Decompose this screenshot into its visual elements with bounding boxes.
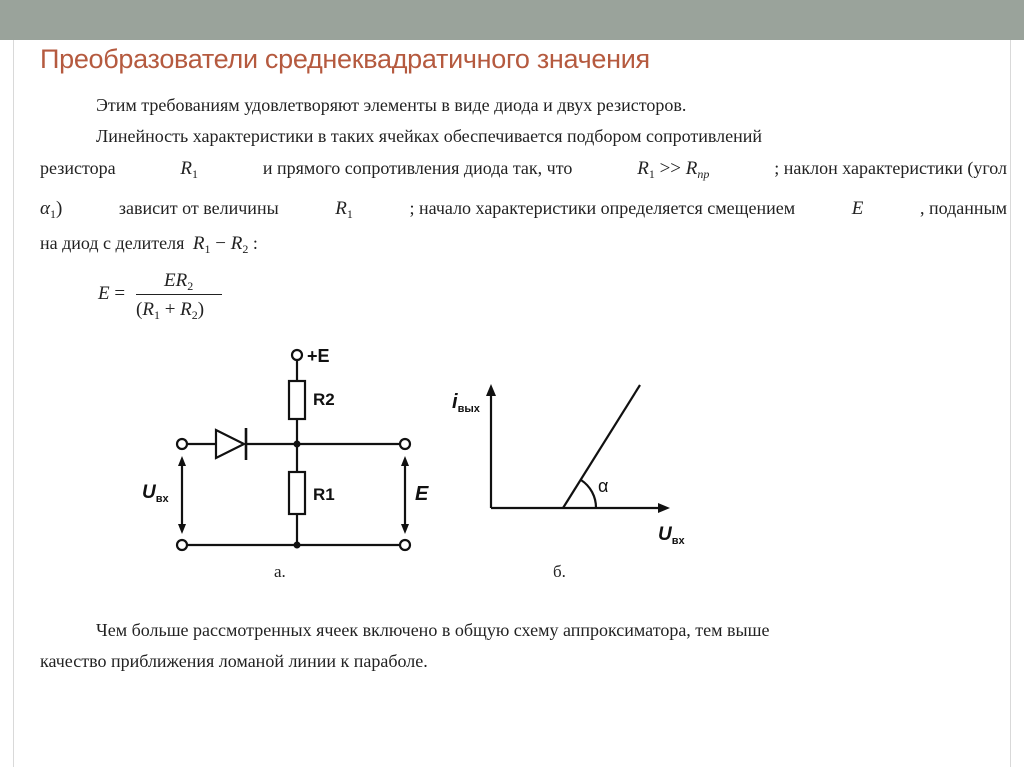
p2-l3-a: зависит от величины [118, 198, 279, 218]
p2-l4-a: на диод с делителя [40, 233, 185, 253]
arrow-head-e-down [401, 524, 409, 534]
p2-l3-b: ; начало характеристики определяется смещением [409, 198, 796, 218]
formula-lhs: E = [98, 283, 126, 304]
paragraph-3-line-2: качество приближения ломаной линии к параболе. [40, 651, 428, 671]
label-u-in-axis: $U_{вх}$ [658, 524, 685, 547]
paragraph-3-line-1: Чем больше рассмотренных ячеек включено в общую схему аппроксиматора, тем выше [96, 620, 770, 640]
r1-symbol: $R_1$ [180, 158, 199, 181]
e-symbol: E [851, 198, 864, 219]
arrow-head-e-up [401, 456, 409, 466]
paragraph-1: Этим требованиям удовлетворяют элементы в виде диода и двух резисторов. [96, 95, 687, 115]
p2-l1-text: Линейность характеристики в таких ячейках обеспечивается подбором сопротивлений [96, 126, 763, 146]
paragraph-2-line-3 [40, 198, 1007, 222]
terminal-input-bottom [177, 540, 187, 550]
paragraph-2-line-2 [40, 158, 1007, 182]
formula-numerator: $ER_2$ [164, 270, 194, 293]
caption-b: б. [553, 562, 566, 581]
arrow-head-uin-down [178, 524, 186, 534]
label-plus-e: +E [307, 346, 330, 366]
y-axis-arrow [486, 384, 496, 396]
paragraph-2-line-1 [96, 126, 1007, 147]
label-u-in: $U_{вх}$ [142, 482, 169, 505]
r1-symbol-2: $R_1$ [335, 198, 353, 221]
label-i-out: $i_{вых}$ [452, 391, 480, 415]
p2-l4-b: : [252, 233, 258, 253]
p2-l2-a: резистора [40, 158, 116, 178]
p2-l3-c: , поданным [919, 198, 1007, 218]
terminal-output-top [400, 439, 410, 449]
label-r1: R1 [313, 485, 335, 504]
terminal-output-bottom [400, 540, 410, 550]
caption-a: а. [274, 562, 286, 581]
slide-title: Преобразователи среднеквадратичного значения [40, 44, 650, 74]
formula-denominator: $(R_1 + R_2)$ [136, 299, 205, 322]
arrow-head-uin-up [178, 456, 186, 466]
alpha1-symbol: $\alpha_1$) [40, 198, 63, 221]
p2-l2-c: ; наклон характеристики (угол [774, 158, 1007, 178]
x-axis-arrow [658, 503, 670, 513]
resistor-r1 [289, 472, 305, 514]
r1-minus-r2: $R_1 - R_2$ [192, 233, 249, 256]
top-bar [0, 0, 1024, 40]
circuit-diagram [142, 340, 450, 560]
label-r2: R2 [313, 390, 335, 409]
resistor-r2 [289, 381, 305, 419]
r1-gg-rpr: $R_1 >> R_{пр}$ [637, 158, 710, 181]
characteristic-graph [440, 370, 710, 550]
terminal-plus-e [292, 350, 302, 360]
angle-arc [581, 480, 596, 508]
terminal-input-top [177, 439, 187, 449]
fraction-bar [136, 294, 222, 295]
paragraph-2-line-4 [40, 233, 258, 257]
label-e-out: E [415, 483, 429, 505]
label-alpha: α [598, 476, 609, 496]
p2-l2-b: и прямого сопротивления диода так, что [262, 158, 573, 178]
diode-icon [216, 428, 246, 460]
